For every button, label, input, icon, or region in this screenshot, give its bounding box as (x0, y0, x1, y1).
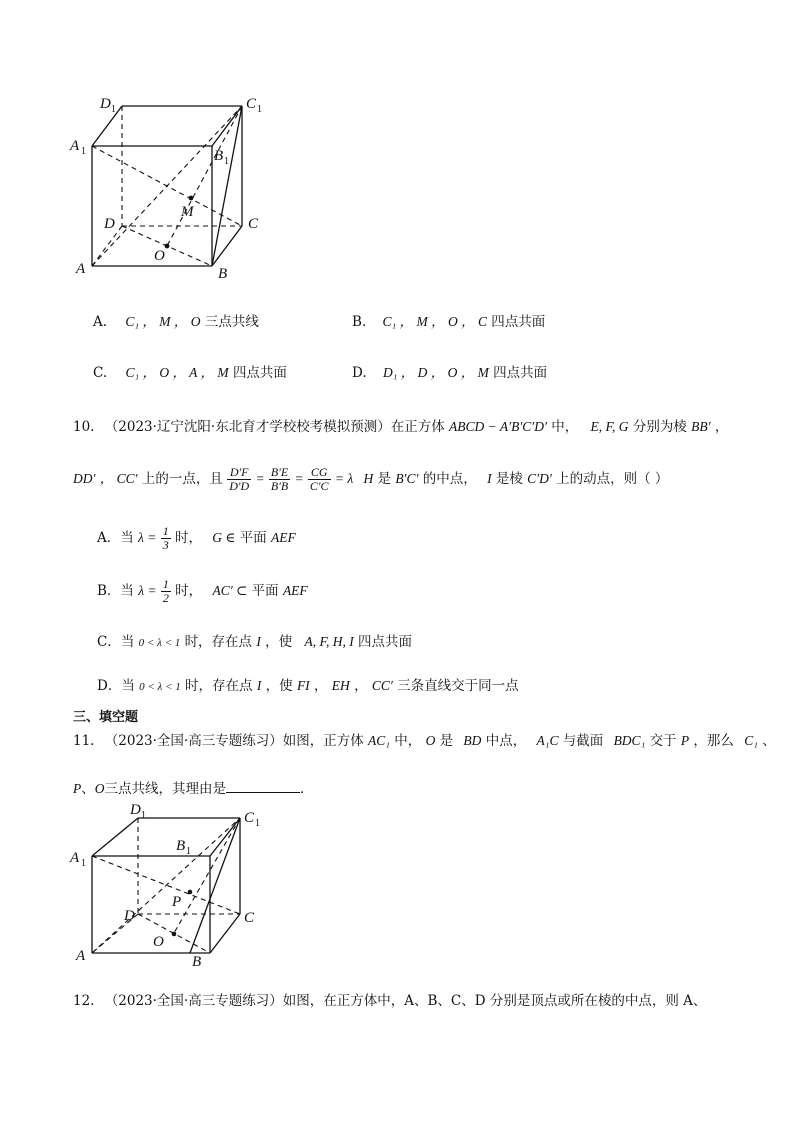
q9-option-a-points: C₁ ， M ， O (125, 314, 201, 329)
fig2-label-c1: C (244, 810, 255, 826)
q10-number: 10. (73, 419, 95, 435)
q12-text: （2023·全国·高三专题练习）如图，在正方体中，A、B、C、D 分别是顶点或所在棱的中点，则 A、 (104, 993, 707, 1009)
fig1-label-d1: D (100, 96, 111, 112)
fig2-label-d: D (124, 908, 135, 924)
q11-line-2: P、O三点共线，其理由是 ． (73, 781, 314, 797)
q9-option-c-points: C₁ ， O ， A ， M (125, 365, 229, 380)
q10-dd: DD′ (73, 471, 96, 486)
q10-option-a[interactable]: A．当 λ = $\frac{1}{3}$ 时， G ∈ 平面 AEF (97, 524, 296, 552)
q9-option-a-tail: 三点共线 (204, 314, 259, 330)
section-heading-fill-in: 三、填空题 (73, 710, 139, 725)
q11-answer-blank[interactable] (226, 780, 300, 793)
q10-frac-1: $\frac{D'F}{D'D}$ (229, 465, 250, 493)
q10-cube: ABCD − A′B′C′D′ (449, 419, 547, 434)
q10-option-c[interactable]: C．当 0 < λ < 1 时，存在点 I ，使 A, F, H, I 四点共面 (97, 634, 412, 650)
q11-source: （2023·全国·高三专题练习）如图，正方体 (104, 733, 364, 749)
q10-frac-2: $\frac{B'E}{B'B}$ (270, 465, 289, 493)
fig2-label-c: C (244, 910, 255, 926)
svg-text:1: 1 (81, 858, 86, 869)
q10-option-a-frac: $\frac{1}{3}$ (162, 524, 169, 552)
cube-figure-2 (60, 798, 280, 973)
q9-option-a[interactable] (93, 310, 259, 330)
fig2-label-d1: D (130, 802, 141, 818)
q9-option-c-tail: 四点共面 (232, 365, 287, 381)
q9-option-b[interactable] (352, 310, 545, 330)
q10-h: H (363, 471, 374, 486)
q10-option-b-frac: $\frac{1}{2}$ (162, 577, 169, 605)
svg-text:1: 1 (257, 104, 262, 115)
q9-option-d-tail: 四点共面 (493, 365, 548, 381)
q9-option-d[interactable] (352, 361, 547, 381)
q10-bb: BB′ (691, 419, 711, 434)
fig1-label-d: D (104, 216, 115, 232)
fig1-label-a1: A (70, 138, 80, 154)
q11-line-1: 11. （2023·全国·高三专题练习）如图，正方体 AC₁ 中， O 是 BD 中点， A₁C 与截面 BDC₁ 交于 P ，那么 C₁ 、 (73, 733, 776, 749)
fig1-label-c: C (248, 216, 259, 232)
fig2-label-o: O (153, 934, 164, 950)
q9-option-c[interactable] (93, 361, 287, 381)
svg-text:1: 1 (186, 846, 191, 857)
svg-text:1: 1 (224, 156, 229, 167)
q9-option-a-letter: A. (93, 314, 108, 330)
fig1-label-a: A (76, 261, 86, 277)
svg-text:1: 1 (141, 810, 146, 821)
q10-option-d[interactable]: D．当 0 < λ < 1 时，存在点 I ，使 FI ， EH ， CC′ 三条直线交于同一点 (97, 678, 519, 694)
fig2-label-b: B (192, 954, 202, 970)
fig1-label-m: M (181, 204, 194, 220)
q10-line-2: DD′ ， CC′ 上的一点，且 $\frac{D'F}{D'D}$ = $\frac{B'E}{B'B}$ = $\frac{CG}{C'C}$ = λ H 是 B′C′ 的中点， I 是棱 C′D′ 上的动点，则（ ） (73, 465, 669, 493)
q9-option-d-points: D₁ ， D ， O ， M (382, 365, 489, 380)
q10-option-b[interactable]: B．当 λ = $\frac{1}{2}$ 时， AC′ ⊂ 平面 AEF (97, 577, 308, 605)
fig2-label-a: A (76, 948, 86, 964)
q10-line-1: 10. （2023·辽宁沈阳·东北育才学校校考模拟预测）在正方体 ABCD − A′B′C′D′ 中， E, F, G 分别为棱 BB′ ， (73, 419, 729, 435)
cube-figure-1 (60, 88, 280, 288)
q10-cc: ， CC′ (99, 471, 138, 486)
svg-text:1: 1 (255, 818, 260, 829)
q10-source: （2023·辽宁沈阳·东北育才学校校考模拟预测）在正方体 (104, 419, 445, 435)
q10-bc: B′C′ (395, 471, 419, 486)
q10-cd: C′D′ (527, 471, 552, 486)
q12-line-1 (73, 989, 706, 1009)
q11-number: 11. (73, 733, 95, 749)
fig1-label-c1: C (246, 96, 257, 112)
fig1-label-o: O (154, 248, 165, 264)
q10-frac-3: $\frac{CG}{C'C}$ (309, 465, 329, 493)
fig1-label-b1: B (214, 148, 224, 164)
q12-number: 12. (73, 993, 95, 1009)
q9-option-b-tail: 四点共面 (491, 314, 546, 330)
fig2-label-p: P (172, 894, 182, 910)
fig2-label-b1: B (176, 838, 186, 854)
q9-option-b-points: C₁ ， M ， O ， C (382, 314, 487, 329)
q9-option-c-letter: C. (93, 365, 108, 381)
svg-text:1: 1 (81, 146, 86, 157)
fig1-label-b: B (218, 266, 228, 282)
fig2-label-a1: A (70, 850, 80, 866)
q9-option-d-letter: D. (352, 365, 367, 381)
q9-option-b-letter: B. (352, 314, 367, 330)
q10-i: I (487, 471, 492, 486)
q10-efg: E, F, G (590, 419, 629, 434)
svg-text:1: 1 (111, 104, 116, 115)
